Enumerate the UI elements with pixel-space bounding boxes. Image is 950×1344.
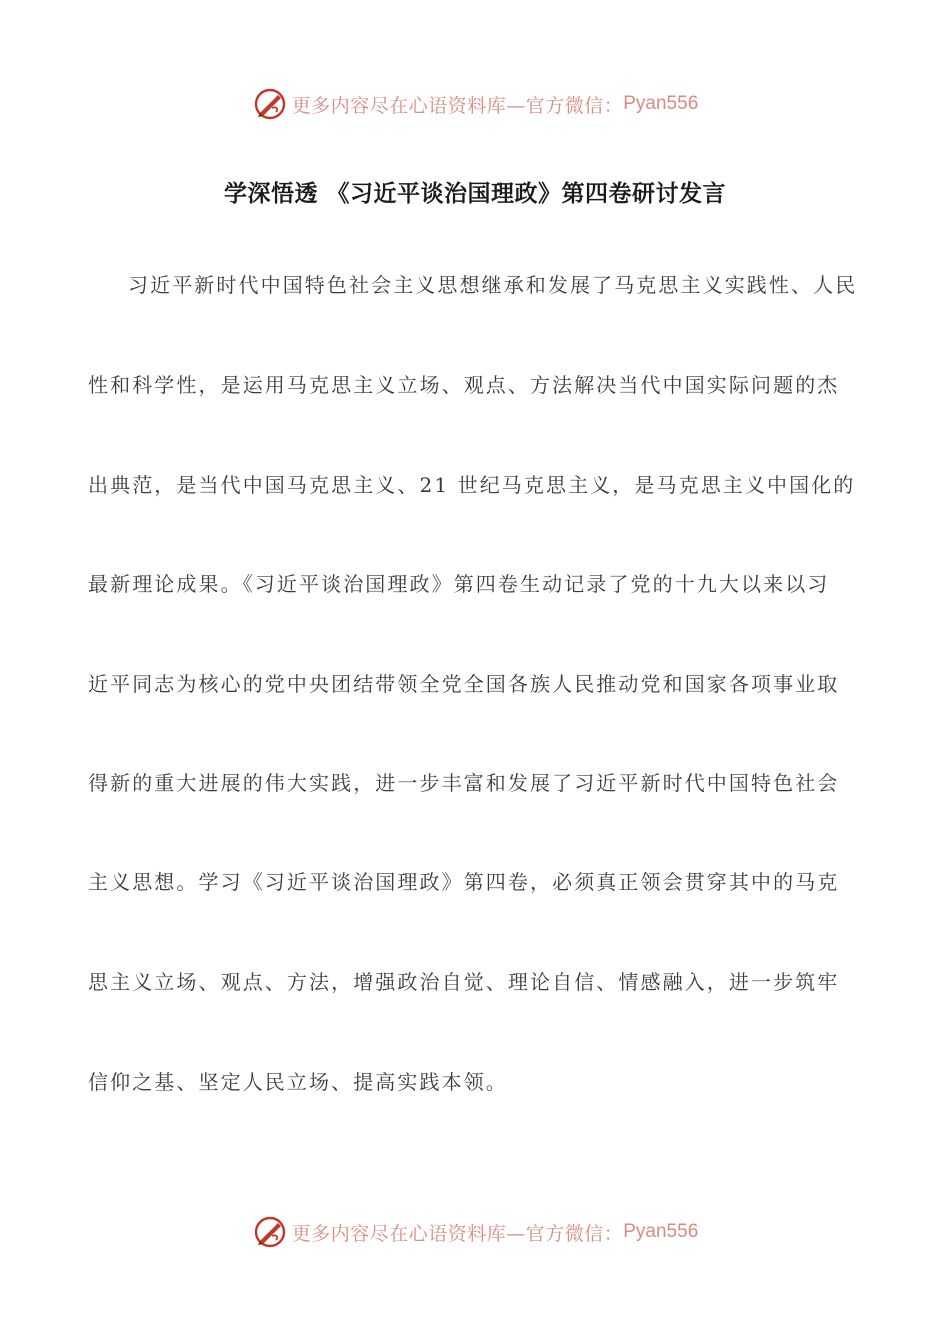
- body-line: 得新的重大进展的伟大实践，进一步丰富和发展了习近平新时代中国特色社会: [88, 771, 840, 795]
- body-line: 信仰之基、坚定人民立场、提高实践本领。: [88, 1070, 508, 1094]
- banner-wechat-id: Pyan556: [623, 1221, 699, 1242]
- body-line: 习近平新时代中国特色社会主义思想继承和发展了马克思主义实践性、人民: [128, 273, 858, 297]
- body-line: 最新理论成果。《习近平谈治国理政》第四卷生动记录了党的十九大以来以习: [88, 572, 830, 596]
- banner-text: 更多内容尽在心语资料库—官方微信：: [291, 94, 624, 117]
- body-line: 思主义立场、观点、方法，增强政治自觉、理论自信、情感融入，进一步筑牢: [88, 970, 840, 994]
- body-line: 出典范，是当代中国马克思主义、21 世纪马克思主义，是马克思主义中国化的: [88, 473, 856, 497]
- header-watermark-banner: [0, 82, 950, 126]
- banner-text: 更多内容尽在心语资料库—官方微信：: [291, 1222, 624, 1245]
- footer-watermark-banner: [0, 1210, 950, 1254]
- pen-logo-icon: [252, 1214, 288, 1250]
- pen-logo-icon: [252, 86, 288, 122]
- body-line: 性和科学性，是运用马克思主义立场、观点、方法解决当代中国实际问题的杰: [88, 373, 840, 397]
- body-line: 近平同志为核心的党中央团结带领全党全国各族人民推动党和国家各项事业取: [88, 672, 840, 696]
- document-title: 学深悟透 《习近平谈治国理政》第四卷研讨发言: [223, 181, 726, 207]
- body-line: 主义思想。学习《习近平谈治国理政》第四卷，必须真正领会贯穿其中的马克: [88, 870, 840, 894]
- banner-wechat-id: Pyan556: [623, 93, 699, 114]
